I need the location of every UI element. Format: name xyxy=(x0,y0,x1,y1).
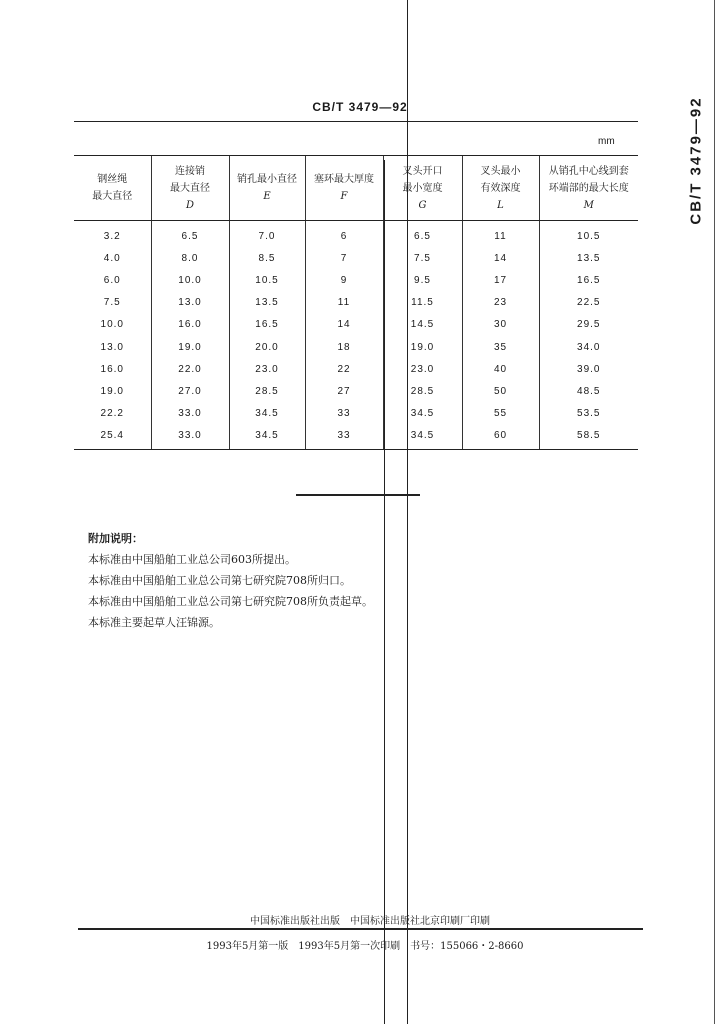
print-info-line: 1993年5月第一版 1993年5月第一次印刷 书号：155066・2-8660 xyxy=(206,941,524,952)
table-cell: 33.0 xyxy=(151,403,229,425)
table-cell: 23.0 xyxy=(383,358,462,380)
table-cell: 13.5 xyxy=(229,292,305,314)
table-cell: 14.5 xyxy=(383,314,462,336)
table-cell: 16.0 xyxy=(151,314,229,336)
table-cell: 3.2 xyxy=(103,230,121,242)
header-symbol: G xyxy=(418,199,427,211)
header-line1: 销孔最小直径 xyxy=(237,174,297,185)
table-row xyxy=(74,292,638,314)
table-cell: 19.0 xyxy=(151,336,229,358)
table-cell: 14 xyxy=(462,247,539,269)
table-cell: 35 xyxy=(462,336,539,358)
table-cell: 10.0 xyxy=(100,319,124,331)
table-cell: 7.0 xyxy=(229,221,305,248)
note-line: 本标准由中国船舶工业总公司第七研究院708所归口。 xyxy=(88,574,351,587)
header-symbol: D xyxy=(185,199,195,211)
table-cell: 8.5 xyxy=(229,247,305,269)
table-row xyxy=(74,336,638,358)
table-cell: 16.5 xyxy=(539,269,638,291)
header-line1: 塞环最大厚度 xyxy=(314,174,374,185)
table-cell: 9 xyxy=(305,269,383,291)
table-cell: 11 xyxy=(305,292,383,314)
table-cell: 6.5 xyxy=(383,221,462,248)
header-cell xyxy=(383,156,462,221)
publisher-line: 中国标准出版社出版 中国标准出版社北京印刷厂印刷 xyxy=(250,916,490,927)
table-cell: 27.0 xyxy=(151,380,229,402)
table-body xyxy=(74,221,638,450)
table-row xyxy=(74,358,638,380)
table-cell: 33 xyxy=(305,403,383,425)
table-row xyxy=(74,221,638,248)
table-cell: 23.0 xyxy=(229,358,305,380)
header-line1: 钢丝绳 xyxy=(97,174,128,185)
table-cell: 16.0 xyxy=(100,363,124,375)
table-cell: 4.0 xyxy=(103,252,121,264)
table-cell: 8.0 xyxy=(151,247,229,269)
table-cell: 6 xyxy=(305,221,383,248)
table-cell: 6.0 xyxy=(103,274,121,286)
table-cell: 34.5 xyxy=(229,425,305,450)
table-cell: 25.4 xyxy=(74,425,151,450)
spec-table xyxy=(74,155,638,450)
table-cell: 7 xyxy=(305,247,383,269)
table-cell: 20.0 xyxy=(229,336,305,358)
table-cell: 17 xyxy=(462,269,539,291)
table-cell: 11.5 xyxy=(383,292,462,314)
table-cell: 28.5 xyxy=(383,380,462,402)
header-cell xyxy=(539,156,638,221)
table-row xyxy=(74,314,638,336)
table-cell: 22.5 xyxy=(539,292,638,314)
header-line1: 从销孔中心线到套 xyxy=(548,165,629,177)
table-cell: 11 xyxy=(462,221,539,248)
note-line: 本标准由中国船舶工业总公司603所提出。 xyxy=(88,553,296,566)
table-cell: 7.5 xyxy=(103,297,121,309)
header-line2: 最小宽度 xyxy=(402,182,443,194)
header-cell xyxy=(305,156,383,221)
header-cell xyxy=(462,156,539,221)
table-cell: 33 xyxy=(305,425,383,450)
footer-rule xyxy=(78,928,643,930)
table-cell: 34.5 xyxy=(229,403,305,425)
table-cell: 23 xyxy=(462,292,539,314)
additional-notes xyxy=(88,528,373,633)
table-cell: 6.5 xyxy=(151,221,229,248)
table-cell: 28.5 xyxy=(229,380,305,402)
table-cell: 27 xyxy=(305,380,383,402)
header-cell xyxy=(151,156,229,221)
table-cell: 34.5 xyxy=(383,403,462,425)
header-line1: 连接销 xyxy=(175,165,205,177)
table-cell: 13.0 xyxy=(151,292,229,314)
table-cell: 22.2 xyxy=(100,408,124,420)
table-cell: 22.0 xyxy=(151,358,229,380)
header-standard-code: CB/T 3479—92 xyxy=(312,100,408,114)
table-cell: 13.5 xyxy=(539,247,638,269)
table-cell: 55 xyxy=(462,403,539,425)
table-row xyxy=(74,403,638,425)
note-line: 本标准主要起草人汪锦源。 xyxy=(88,616,220,629)
table-cell: 50 xyxy=(462,380,539,402)
header-symbol: L xyxy=(497,199,504,211)
table-cell: 9.5 xyxy=(383,269,462,291)
table-cell: 48.5 xyxy=(539,380,638,402)
header-line2: 有效深度 xyxy=(480,182,521,194)
header-line2: 环端部的最大长度 xyxy=(548,182,629,194)
table-cell: 13.0 xyxy=(100,341,124,353)
table-header-row xyxy=(74,156,638,221)
header-line2: 最大直径 xyxy=(92,191,133,202)
table-row xyxy=(74,425,638,450)
table-cell: 30 xyxy=(462,314,539,336)
table-cell: 60 xyxy=(462,425,539,450)
header-symbol: E xyxy=(263,191,271,202)
table-cell: 22 xyxy=(305,358,383,380)
table-cell: 10.5 xyxy=(539,221,638,248)
notes-title: 附加说明： xyxy=(88,532,143,545)
table-row xyxy=(74,269,638,291)
table-cell: 19.0 xyxy=(383,336,462,358)
table-cell: 58.5 xyxy=(539,425,638,450)
table-cell: 19.0 xyxy=(100,385,124,397)
side-standard-code xyxy=(676,60,716,260)
table-cell: 16.5 xyxy=(229,314,305,336)
table-cell: 33.0 xyxy=(151,425,229,450)
table-row xyxy=(74,380,638,402)
table-cell: 18 xyxy=(305,336,383,358)
header-line2: 最大直径 xyxy=(170,182,210,194)
header-symbol: F xyxy=(340,191,348,202)
table-cell: 14 xyxy=(305,314,383,336)
header-line1: 叉头开口 xyxy=(402,165,443,177)
header-cell xyxy=(229,156,305,221)
table-cell: 40 xyxy=(462,358,539,380)
table-cell: 7.5 xyxy=(383,247,462,269)
top-rule xyxy=(74,121,638,122)
table-cell: 39.0 xyxy=(539,358,638,380)
table-cell: 34.5 xyxy=(383,425,462,450)
table-cell: 29.5 xyxy=(539,314,638,336)
section-divider xyxy=(296,494,420,496)
table-cell: 10.5 xyxy=(229,269,305,291)
table-row xyxy=(74,247,638,269)
note-line: 本标准由中国船舶工业总公司第七研究院708所负责起草。 xyxy=(88,595,373,608)
header-cell xyxy=(74,156,151,221)
side-standard-code-text: CB/T 3479—92 xyxy=(687,95,705,225)
header-symbol: M xyxy=(583,199,594,211)
scan-line-right xyxy=(407,0,408,1024)
header-line1: 叉头最小 xyxy=(480,165,521,177)
table-cell: 10.0 xyxy=(151,269,229,291)
unit-label: mm xyxy=(598,136,615,147)
table-cell: 34.0 xyxy=(539,336,638,358)
table-cell: 53.5 xyxy=(539,403,638,425)
